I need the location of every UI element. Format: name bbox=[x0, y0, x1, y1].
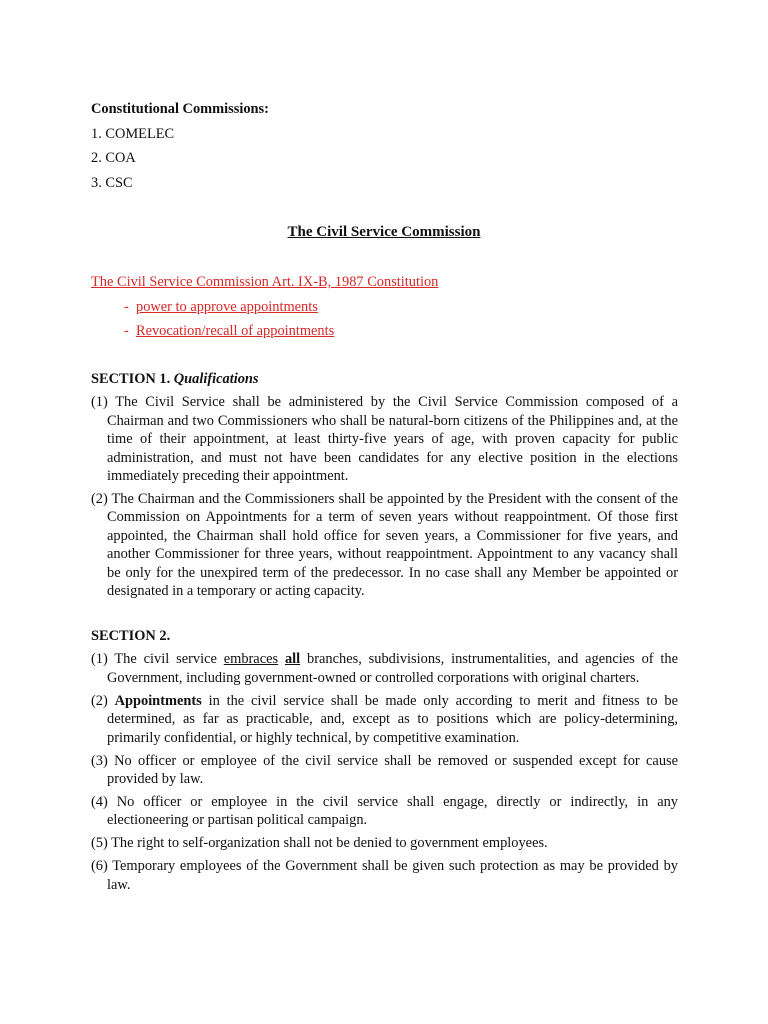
commission-item: 2. COA bbox=[91, 150, 136, 167]
reference-line: The Civil Service Commission Art. IX-B, 1987 Constitution bbox=[91, 274, 439, 290]
section-2-paragraph: (4) No officer or employee in the civil service shall engage, directly or indirectly, in any electioneering or partisan political campaign. bbox=[91, 794, 678, 829]
reference-bullet-text: Revocation/recall of appointments bbox=[136, 323, 335, 340]
appointments-bold: Appointments bbox=[114, 692, 202, 709]
section-1-paragraph: (1) The Civil Service shall be administered by the Civil Service Commission composed of a Chairman and two Commissioners who shall be natural-born citizens of the Philippines and, at the time of their appointment, at least thirty-five years of age, with proven capacity for public administration, and must not have been candidates for any elective position in the elections immediately preceding their appointment. bbox=[91, 394, 678, 485]
section-2 bbox=[91, 627, 678, 899]
section-2-paragraph: (1) The civil service embraces all branches, subdivisions, instrumentalities, and agencies of the Government, including government-owned or controlled corporations with original charters. bbox=[91, 651, 679, 686]
section-1-paragraph: (2) The Chairman and the Commissioners shall be appointed by the President with the consent of the Commission on Appointments for a term of seven years without reappointment. Of those first appointed, the Chairman shall hold office for seven years, a Commissioner for five years, and another Commissioner for three years, without reappointment. Appointment to any vacancy shall be only for the unexpired term of the predecessor. In no case shall any Member be appointed or designated in a temporary or acting capacity. bbox=[91, 491, 678, 600]
reference-bullet bbox=[124, 298, 678, 323]
section-1-label: SECTION 1. bbox=[91, 371, 171, 387]
constitutional-commissions-block bbox=[91, 100, 678, 198]
commission-item: 3. CSC bbox=[91, 174, 133, 191]
reference-bullet-text: power to approve appointments bbox=[136, 298, 318, 315]
section-2-paragraph: (3) No officer or employee of the civil service shall be removed or suspended except for cause provided by law. bbox=[91, 752, 678, 788]
all-bold-underlined: all bbox=[284, 651, 301, 668]
page-title bbox=[0, 223, 768, 241]
dash-marker: - bbox=[124, 298, 129, 315]
reference-bullet bbox=[124, 322, 678, 347]
dash-marker: - bbox=[124, 323, 129, 340]
section-2-heading: SECTION 2. bbox=[91, 628, 171, 644]
reference-block bbox=[91, 273, 678, 347]
section-2-paragraph: (6) Temporary employees of the Government shall be given such protection as may be provided by law. bbox=[91, 858, 678, 893]
section-1-heading bbox=[91, 370, 678, 388]
commission-item: 1. COMELEC bbox=[91, 125, 175, 142]
commissions-heading: Constitutional Commissions: bbox=[91, 101, 269, 117]
page-title-text: The Civil Service Commission bbox=[287, 224, 481, 240]
section-2-paragraph: (5) The right to self-organization shall not be denied to government employees. bbox=[91, 835, 548, 852]
section-2-paragraph: (2) Appointments in the civil service shall be made only according to merit and fitness to be determined, as far as practicable, and, except as to positions which are policy-determining, primarily confidential, or highly technical, by competitive examination. bbox=[91, 692, 678, 746]
section-1-sublabel: Qualifications bbox=[173, 371, 259, 387]
section-1 bbox=[91, 370, 678, 605]
embraces-underlined: embraces bbox=[223, 651, 279, 668]
